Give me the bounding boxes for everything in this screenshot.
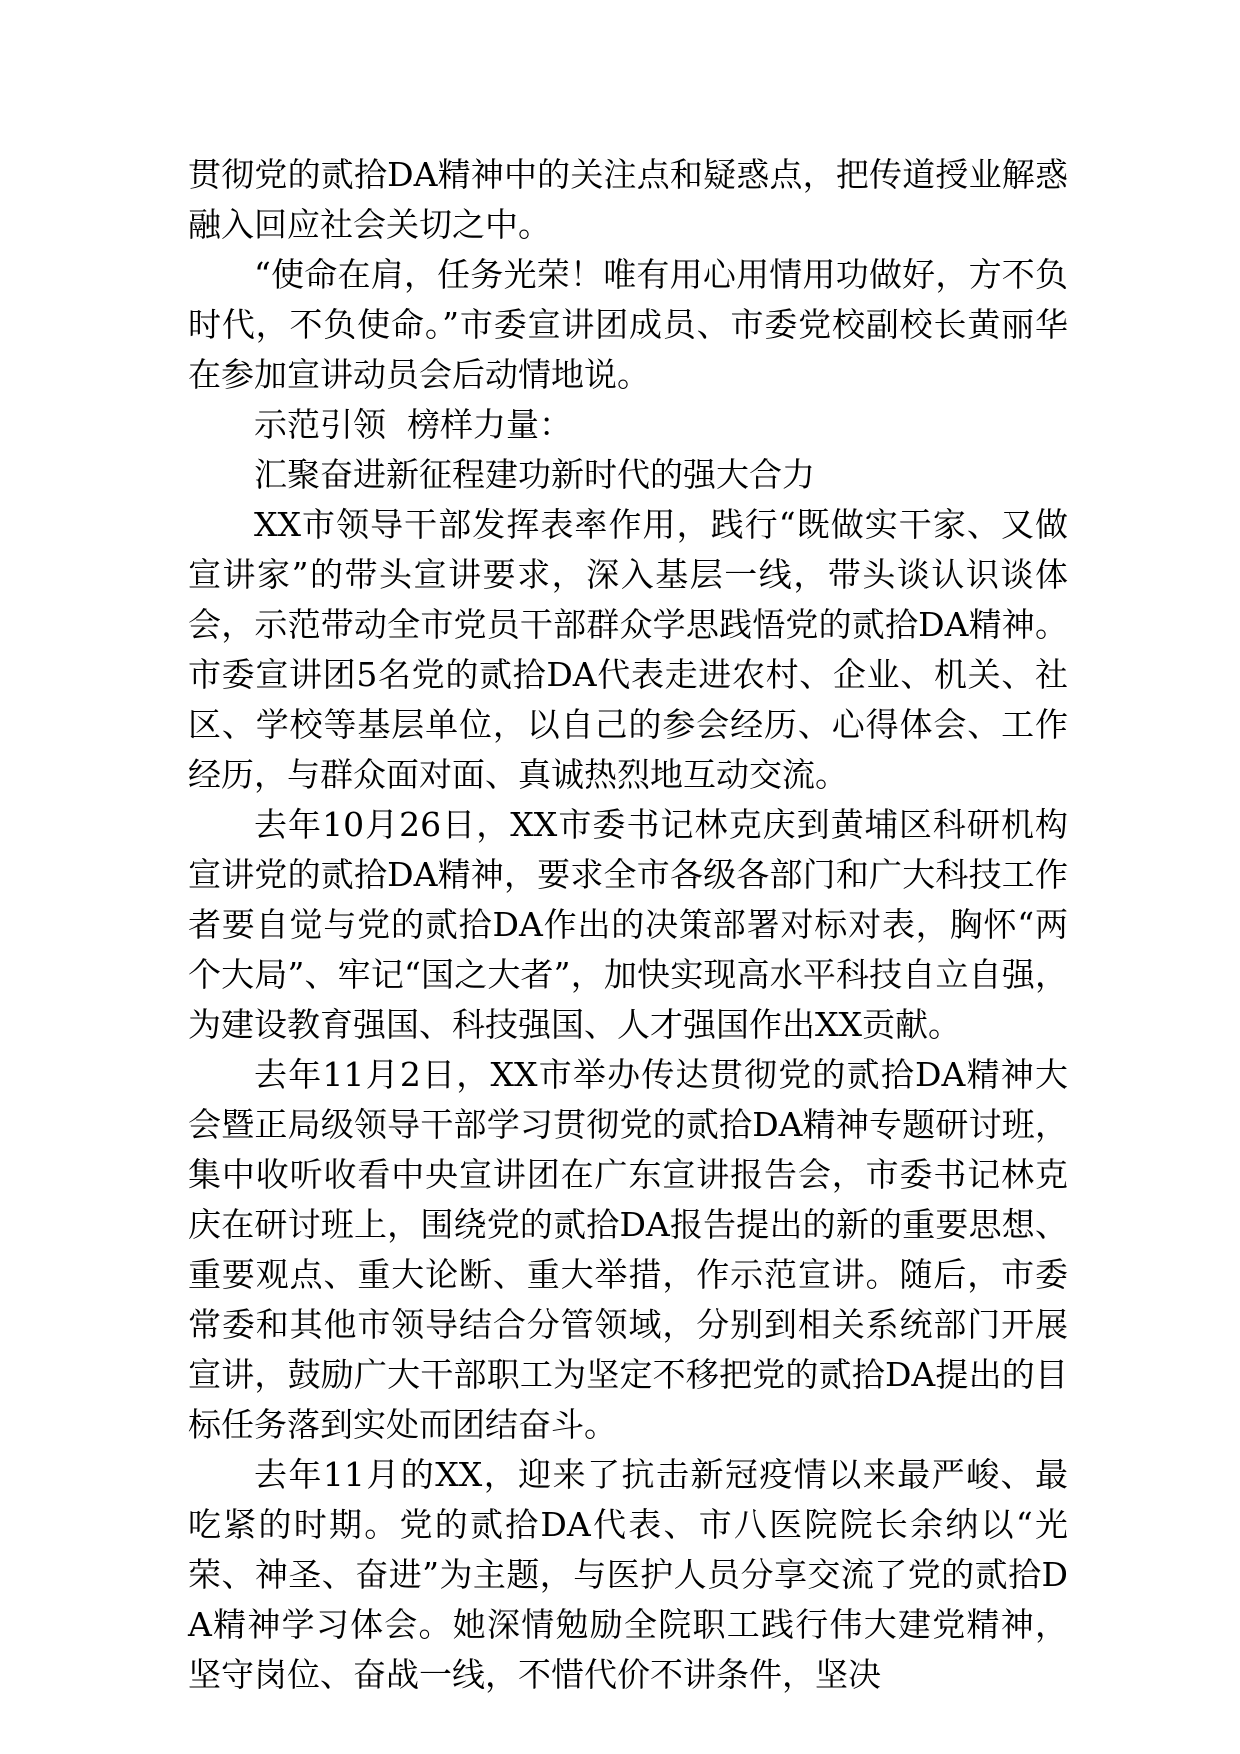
section-heading-line-1: 示范引领 榜样力量： — [254, 405, 572, 444]
paragraph-continued: 贯彻党的贰拾DA精神中的关注点和疑惑点，把传道授业解惑融入回应社会关切之中。 — [188, 155, 1068, 244]
section-heading-line-2: 汇聚奋进新征程建功新时代的强大合力 — [254, 455, 815, 494]
paragraph-nov-2: 去年11月2日，XX市举办传达贯彻党的贰拾DA精神大会暨正局级领导干部学习贯彻党的贰拾DA精神专题研讨班，集中收听收看中央宣讲团在广东宣讲报告会，市委书记林克庆在研讨班上，围绕党的贰拾DA报告提出的新的重要思想、重要观点、重大论断、重大举措，作示范宣讲。随后，市委常委和其他市领导结合分管领域，分别到相关系统部门开展宣讲，鼓励广大干部职工为坚定不移把党的贰拾DA提出的目标任务落到实处而团结奋斗。 — [188, 1055, 1068, 1444]
paragraph-nov-hospital: 去年11月的XX，迎来了抗击新冠疫情以来最严峻、最吃紧的时期。党的贰拾DA代表、市八医院院长余纳以“光荣、神圣、奋进”为主题，与医护人员分享交流了党的贰拾DA精神学习体会。她深情勉励全院职工践行伟大建党精神，坚守岗位、奋战一线，不惜代价不讲条件，坚决 — [188, 1455, 1068, 1694]
document-body — [188, 150, 1068, 1700]
paragraph-oct-26: 去年10月26日，XX市委书记林克庆到黄埔区科研机构宣讲党的贰拾DA精神，要求全市各级各部门和广大科技工作者要自觉与党的贰拾DA作出的决策部署对标对表，胸怀“两个大局”、牢记“国之大者”，加快实现高水平科技自立自强，为建设教育强国、科技强国、人才强国作出XX贡献。 — [188, 805, 1068, 1044]
paragraph-quote-huang-lihua: “使命在肩，任务光荣！唯有用心用情用功做好，方不负时代，不负使命。”市委宣讲团成员、市委党校副校长黄丽华在参加宣讲动员会后动情地说。 — [188, 255, 1068, 394]
paragraph-leaders-role: XX市领导干部发挥表率作用，践行“既做实干家、又做宣讲家”的带头宣讲要求，深入基层一线，带头谈认识谈体会，示范带动全市党员干部群众学思践悟党的贰拾DA精神。市委宣讲团5名党的贰拾DA代表走进农村、企业、机关、社区、学校等基层单位，以自己的参会经历、心得体会、工作经历，与群众面对面、真诚热烈地互动交流。 — [188, 505, 1068, 794]
